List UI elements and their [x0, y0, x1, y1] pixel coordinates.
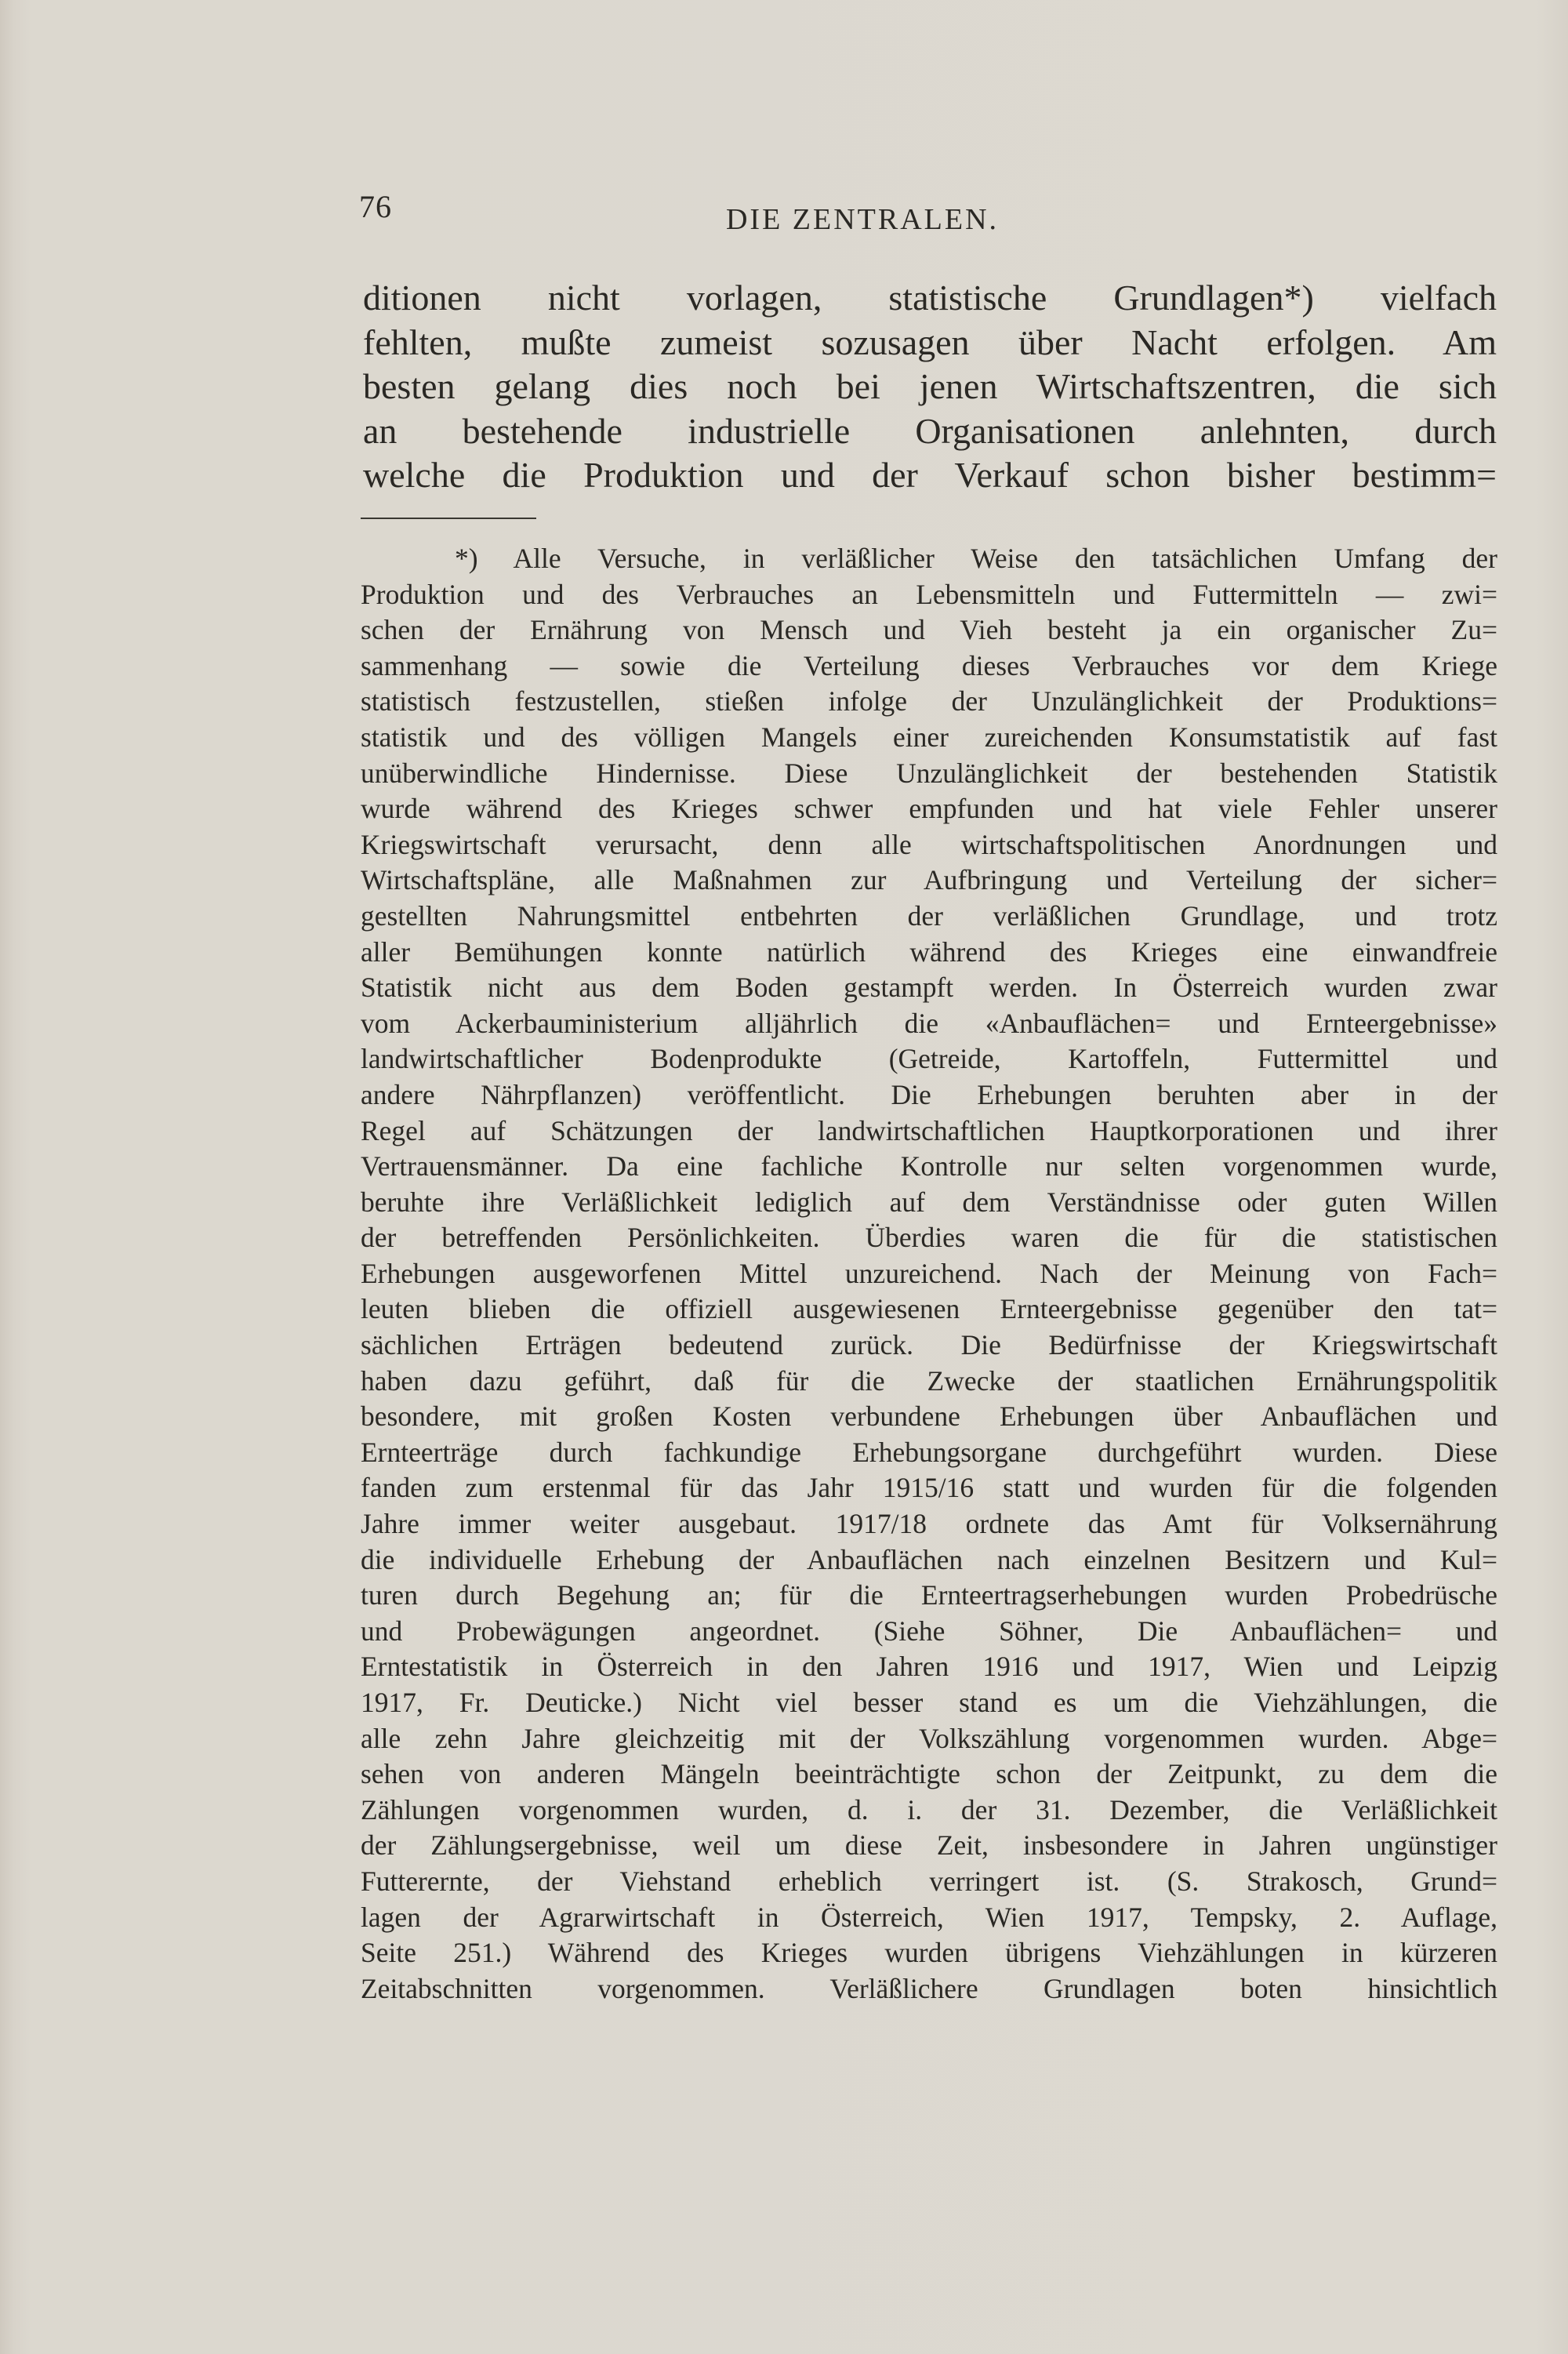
text-line: welche die Produktion und der Verkauf schon bisher bestimm=	[363, 455, 1497, 495]
footnote-line: alle zehn Jahre gleichzeitig mit der Volkszählung vorgenommen wurden. Abge=	[361, 1722, 1497, 1754]
footnote-line: statistik und des völligen Mangels einer zureichenden Konsumstatistik auf fast	[361, 721, 1497, 753]
footnote-line: aller Bemühungen konnte natürlich während des Krieges eine einwandfreie	[361, 935, 1497, 968]
footnote-line: wurde während des Krieges schwer empfunden und hat viele Fehler unserer	[361, 793, 1497, 825]
footnote-line: Zählungen vorgenommen wurden, d. i. der 31. Dezember, die Verläßlichkeit	[361, 1793, 1497, 1825]
running-head	[0, 202, 1568, 237]
text-line: fehlten, mußte zumeist sozusagen über Nacht erfolgen. Am	[363, 321, 1497, 362]
footnote-line: landwirtschaftlicher Bodenprodukte (Getreide, Kartoffeln, Futtermittel und	[361, 1043, 1497, 1075]
text-line: ditionen nicht vorlagen, statistische Grundlagen*) vielfach	[363, 278, 1497, 318]
footnote-line: Erhebungen ausgeworfenen Mittel unzureichend. Nach der Meinung von Fach=	[361, 1257, 1497, 1289]
page-number: 76	[359, 189, 392, 224]
footnote-line: leuten blieben die offiziell ausgewiesenen Ernteergebnisse gegenüber den tat=	[361, 1293, 1497, 1325]
footnote-line: unüberwindliche Hindernisse. Diese Unzulänglichkeit der bestehenden Statistik	[361, 757, 1497, 789]
main-text	[363, 276, 1497, 498]
text-line: besten gelang dies noch bei jenen Wirtschaftszentren, die sich	[363, 366, 1497, 406]
footnote-line: Produktion und des Verbrauches an Lebensmitteln und Futtermitteln — zwi=	[361, 578, 1497, 610]
footnote-line: der Zählungsergebnisse, weil um diese Zeit, insbesondere in Jahren ungünstiger	[361, 1829, 1497, 1862]
footnote-line: lagen der Agrarwirtschaft in Österreich, Wien 1917, Tempsky, 2. Auflage,	[361, 1901, 1497, 1933]
footnote-line: der betreffenden Persönlichkeiten. Überdies waren die für die statistischen	[361, 1222, 1497, 1254]
footnote-line: fanden zum erstenmal für das Jahr 1915/16 statt und wurden für die folgenden	[361, 1472, 1497, 1504]
footnote-line: turen durch Begehung an; für die Ernteertragserhebungen wurden Probedrüsche	[361, 1579, 1497, 1611]
footnote	[361, 541, 1497, 2007]
footnote-line: Ernteerträge durch fachkundige Erhebungsorgane durchgeführt wurden. Diese	[361, 1436, 1497, 1468]
footnote-line: Vertrauensmänner. Da eine fachliche Kontrolle nur selten vorgenommen wurde,	[361, 1150, 1497, 1182]
footnote-line: Seite 251.) Während des Krieges wurden übrigens Viehzählungen in kürzeren	[361, 1937, 1497, 1969]
footnote-line: gestellten Nahrungsmittel entbehrten der verläßlichen Grundlage, und trotz	[361, 899, 1497, 932]
footnote-line: Regel auf Schätzungen der landwirtschaftlichen Hauptkorporationen und ihrer	[361, 1114, 1497, 1146]
footnote-line: *) Alle Versuche, in verläßlicher Weise den tatsächlichen Umfang der	[455, 543, 1497, 574]
footnote-line: die individuelle Erhebung der Anbauflächen nach einzelnen Besitzern und Kul=	[361, 1543, 1497, 1575]
footnote-line: 1917, Fr. Deuticke.) Nicht viel besser stand es um die Viehzählungen, die	[361, 1687, 1497, 1718]
footnote-line: sammenhang — sowie die Verteilung dieses Verbrauches vor dem Kriege	[361, 649, 1497, 681]
footnote-line: Futterernte, der Viehstand erheblich verringert ist. (S. Strakosch, Grund=	[361, 1865, 1497, 1897]
footnote-line: und Probewägungen angeordnet. (Siehe Söhner, Die Anbauflächen= und	[361, 1615, 1497, 1647]
text-line: an bestehende industrielle Organisationen anlehnten, durch	[363, 410, 1497, 451]
footnote-line: haben dazu geführt, daß für die Zwecke der staatlichen Ernährungspolitik	[361, 1364, 1497, 1397]
footnote-line: schen der Ernährung von Mensch und Vieh besteht ja ein organischer Zu=	[361, 614, 1497, 646]
footnote-line: sächlichen Erträgen bedeutend zurück. Die Bedürfnisse der Kriegswirtschaft	[361, 1329, 1497, 1361]
footnote-separator	[361, 518, 536, 519]
footnote-line: statistisch festzustellen, stießen infolge der Unzulänglichkeit der Produktions=	[361, 685, 1497, 717]
footnote-line: sehen von anderen Mängeln beeinträchtigte schon der Zeitpunkt, zu dem die	[361, 1758, 1497, 1790]
footnote-line: Statistik nicht aus dem Boden gestampft werden. In Österreich wurden zwar	[361, 972, 1497, 1004]
footnote-line: Wirtschaftspläne, alle Maßnahmen zur Aufbringung und Verteilung der sicher=	[361, 864, 1497, 896]
running-head-text: DIE ZENTRALEN.	[725, 203, 1000, 236]
footnote-line: beruhte ihre Verläßlichkeit lediglich auf dem Verständnisse oder guten Willen	[361, 1186, 1497, 1218]
footnote-line: Kriegswirtschaft verursacht, denn alle wirtschaftspolitischen Anordnungen und	[361, 828, 1497, 860]
footnote-line: Jahre immer weiter ausgebaut. 1917/18 ordnete das Amt für Volksernährung	[361, 1508, 1497, 1540]
footnote-line: Zeitabschnitten vorgenommen. Verläßlichere Grundlagen boten hinsichtlich	[361, 1972, 1497, 2004]
footnote-line: Erntestatistik in Österreich in den Jahren 1916 und 1917, Wien und Leipzig	[361, 1651, 1497, 1683]
footnote-line: besondere, mit großen Kosten verbundene Erhebungen über Anbauflächen und	[361, 1400, 1497, 1433]
footnote-line: andere Nährpflanzen) veröffentlicht. Die Erhebungen beruhten aber in der	[361, 1078, 1497, 1110]
footnote-line: vom Ackerbauministerium alljährlich die «Anbauflächen= und Ernteergebnisse»	[361, 1007, 1497, 1039]
